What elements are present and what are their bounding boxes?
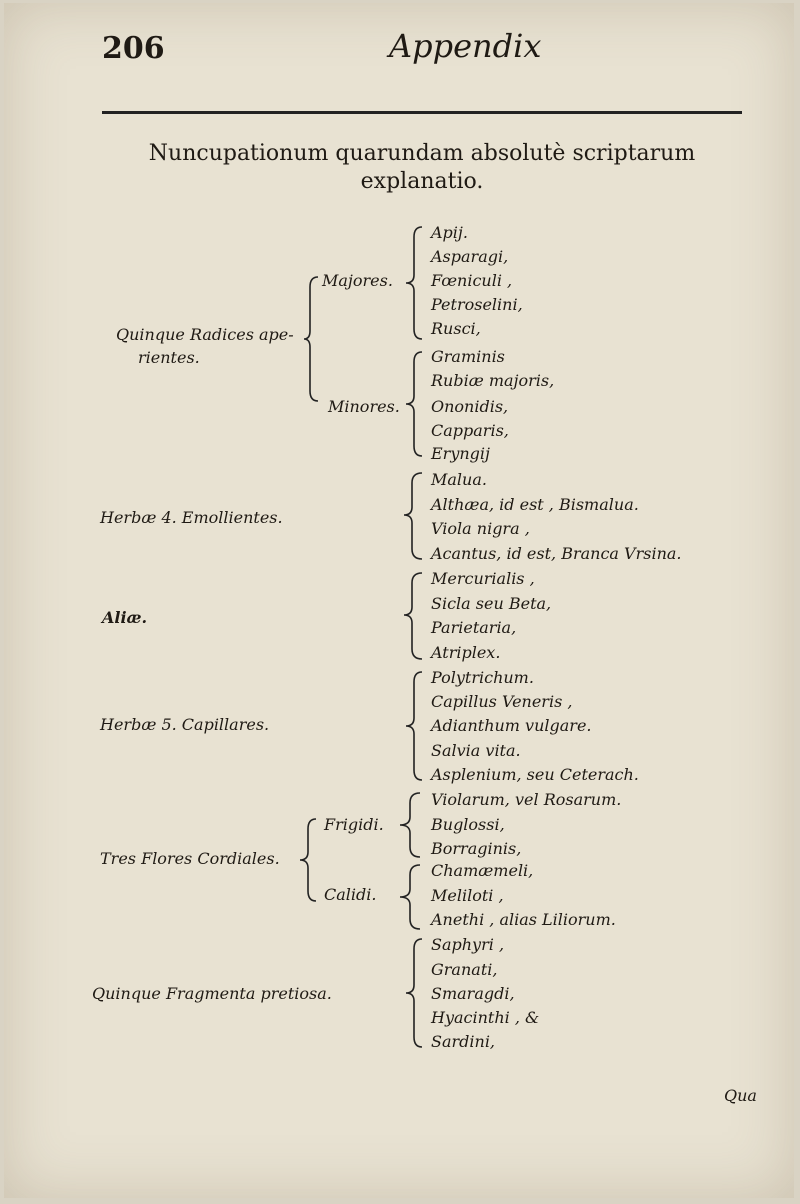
item-rusci: Rusci, <box>431 319 481 338</box>
section-label-cordiales: Tres Flores Cordiales. <box>100 849 280 868</box>
item-buglossi: Buglossi, <box>431 815 505 834</box>
page-number: 206 <box>102 31 165 66</box>
item-anethi: Anethi , alias Liliorum. <box>431 910 616 929</box>
title-line-1: Nuncupationum quarundam absolutè scriptarum <box>148 141 696 166</box>
brace-capillares <box>406 668 426 784</box>
brace-cordiales <box>300 815 320 905</box>
item-capillus: Capillus Veneris , <box>431 692 573 711</box>
item-meliloti: Meliloti , <box>431 886 504 905</box>
item-borraginis: Borraginis, <box>431 839 522 858</box>
group-label-minores: Minores. <box>328 397 400 416</box>
item-viola: Viola nigra , <box>431 519 530 538</box>
brace-fragmenta <box>406 935 426 1051</box>
item-asplenium: Asplenium, seu Ceterach. <box>431 765 639 784</box>
item-althaea: Althæa, id est , Bismalua. <box>431 495 639 514</box>
group-label-frigidi: Frigidi. <box>324 815 384 834</box>
group-label-calidi: Calidi. <box>324 885 377 904</box>
section-label-emollientes: Herbæ 4. Emollientes. <box>100 508 283 527</box>
brace-calidi <box>400 861 424 933</box>
section-label-radices-2: rientes. <box>138 348 200 367</box>
section-label-fragmenta: Quinque Fragmenta pretiosa. <box>92 984 332 1003</box>
item-ononidis: Ononidis, <box>431 397 509 416</box>
item-sardini: Sardini, <box>431 1032 496 1051</box>
item-foeniculi: Fœniculi , <box>431 271 513 290</box>
item-malua: Malua. <box>431 470 487 489</box>
brace-emollientes <box>404 469 426 563</box>
brace-minores <box>406 348 426 460</box>
item-asparagi: Asparagi, <box>431 247 509 266</box>
brace-frigidi <box>400 789 424 861</box>
item-acantus: Acantus, id est, Branca Vrsina. <box>431 544 682 563</box>
item-adianthum: Adianthum vulgare. <box>431 716 592 735</box>
title-line-2: explanatio. <box>360 169 484 194</box>
header-rule <box>102 111 742 114</box>
item-petroselini: Petroselini, <box>431 295 523 314</box>
item-hyacinthi: Hyacinthi , & <box>431 1008 540 1027</box>
item-saphyri: Saphyri , <box>431 935 505 954</box>
brace-aliae <box>404 569 426 663</box>
brace-radices <box>304 273 324 405</box>
item-sicla: Sicla seu Beta, <box>431 594 552 613</box>
section-label-aliae: Aliæ. <box>102 608 148 627</box>
item-graminis: Graminis <box>431 347 505 366</box>
running-head: Appendix <box>389 27 542 65</box>
catchword: Qua <box>724 1086 757 1105</box>
item-granati: Granati, <box>431 960 498 979</box>
item-salvia: Salvia vita. <box>431 741 521 760</box>
item-violarum: Violarum, vel Rosarum. <box>431 790 622 809</box>
item-parietaria: Parietaria, <box>431 618 517 637</box>
item-atriplex: Atriplex. <box>431 643 501 662</box>
page <box>4 3 794 1198</box>
item-mercurialis: Mercurialis , <box>431 569 535 588</box>
item-eryngij: Eryngij <box>431 444 490 463</box>
item-capparis: Capparis, <box>431 421 509 440</box>
section-label-radices-1: Quinque Radices ape- <box>116 325 294 344</box>
brace-majores <box>406 223 426 343</box>
item-rubiae: Rubiæ majoris, <box>431 371 555 390</box>
item-polytrichum: Polytrichum. <box>431 668 534 687</box>
section-label-capillares: Herbæ 5. Capillares. <box>100 715 270 734</box>
item-apij: Apij. <box>431 223 468 242</box>
item-smaragdi: Smaragdi, <box>431 984 515 1003</box>
group-label-majores: Majores. <box>322 271 393 290</box>
item-chamaemeli: Chamæmeli, <box>431 861 534 880</box>
